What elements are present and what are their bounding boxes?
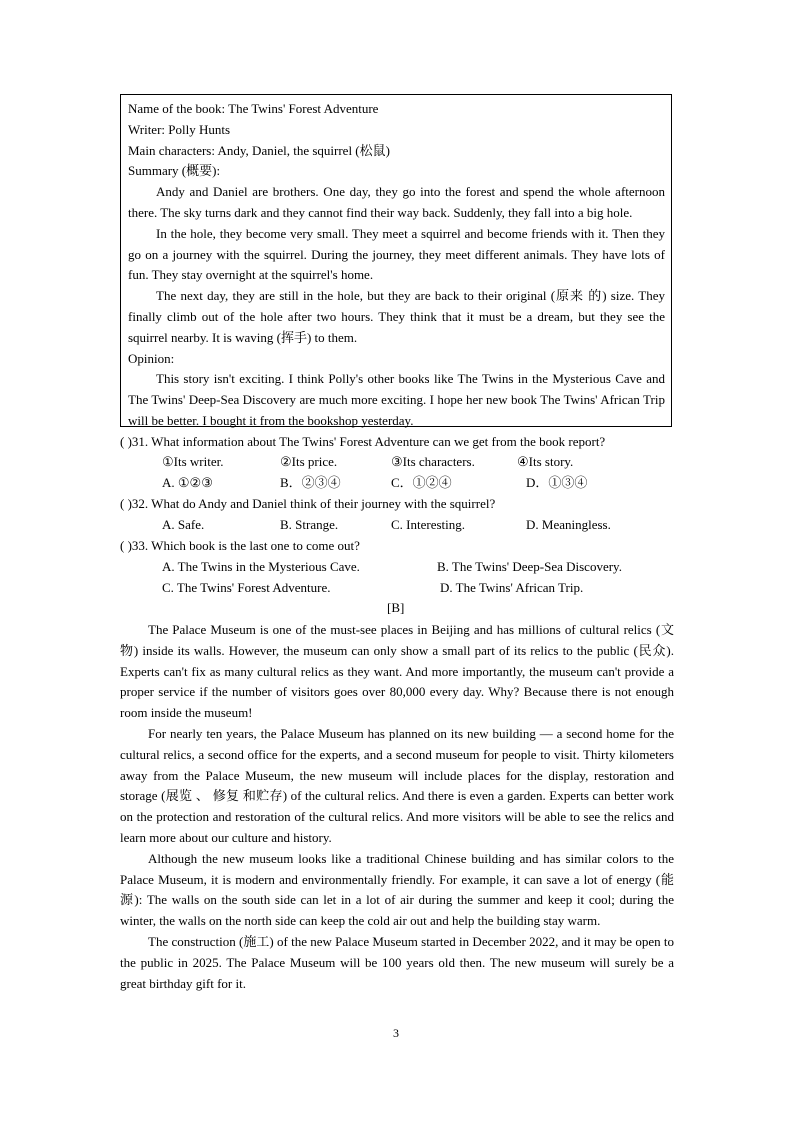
section-b-heading: [B] — [387, 600, 405, 615]
q32-option-d: D. Meaningless. — [526, 517, 611, 532]
summary-paragraph-1: Andy and Daniel are brothers. One day, they go into the forest and spend the whole afternoon there. The sky turns dark and they cannot find their way back. Suddenly, they fall into a big hole. — [128, 184, 665, 220]
characters-line: Main characters: Andy, Daniel, the squirrel (松鼠) — [128, 142, 390, 158]
q31-item-1: ①Its writer. — [162, 454, 224, 469]
question-32-stem: ( )32. What do Andy and Daniel think of their journey with the squirrel? — [120, 496, 496, 511]
q32-option-a: A. Safe. — [162, 517, 205, 532]
article-paragraph-4: The construction (施工) of the new Palace Museum started in December 2022, and it may be open to the public in 2025. The Palace Museum will be 100 years old then. The new museum will surely be a great birthday gift for it. — [120, 933, 674, 991]
q32-option-b: B. Strange. — [280, 517, 339, 532]
book-report-box — [120, 94, 672, 427]
article-paragraph-3: Although the new museum looks like a traditional Chinese building and has similar colors to the Palace Museum, it is modern and environmentally friendly. For example, it can save a lot of energy (能源): The walls on the south side can let in a lot of air during the summer and keep it cool; during the winter, the walls on the north side can keep the cold air out and help the building stay warm. — [120, 850, 674, 929]
page-number: 3 — [393, 1026, 399, 1040]
summary-label: Summary (概要): — [128, 163, 221, 179]
q32-option-c: C. Interesting. — [391, 517, 466, 532]
q31-item-2: ②Its price. — [280, 454, 338, 469]
q31-option-d: D．①③④ — [526, 475, 588, 490]
palace-museum-article — [120, 620, 674, 994]
article-paragraph-1: The Palace Museum is one of the must-see places in Beijing and has millions of cultural relics (文物) inside its walls. However, the museum can only show a small part of its relics to the public (民众). Experts can't fix as many cultural relics as they want. And more importantly, the museum can't provide a proper service if the number of visitors goes over 80,000 every day. Why? Because there is not enough room inside the museum! — [120, 622, 674, 721]
q31-option-a: A. ①②③ — [162, 475, 213, 490]
opinion-paragraph: This story isn't exciting. I think Polly's other books like The Twins in the Mysterious Cave and The Twins' Deep-Sea Discovery are much more exciting. I hope her new book The Twins' African Trip will be better. I bought it from the bookshop yesterday. — [128, 371, 665, 428]
q33-option-a: A. The Twins in the Mysterious Cave. — [162, 559, 360, 574]
q33-option-c: C. The Twins' Forest Adventure. — [162, 580, 331, 595]
summary-paragraph-2: In the hole, they become very small. They meet a squirrel and become friends with it. Then they go on a journey with the squirrel. During the journey, they meet different animals. They have lots of fun. They stay overnight at the squirrel's home. — [128, 225, 665, 283]
q33-option-b: B. The Twins' Deep-Sea Discovery. — [437, 559, 622, 574]
opinion-label: Opinion: — [128, 350, 175, 366]
summary-paragraph-3: The next day, they are still in the hole, but they are back to their original (原来 的) size. They finally climb out of the hole after two hours. They think that it must be a dream, but they see the squirrel nearby. It is waving (挥手) to them. — [128, 288, 665, 345]
book-name-line: Name of the book: The Twins' Forest Adventure — [128, 101, 379, 116]
question-31-stem: ( )31. What information about The Twins' Forest Adventure can we get from the book report? — [120, 434, 606, 449]
question-33-stem: ( )33. Which book is the last one to come out? — [120, 538, 360, 553]
article-paragraph-2: For nearly ten years, the Palace Museum has planned on its new building — a second home for the cultural relics, a second office for the experts, and a second museum for people to visit. Thirty kilometers away from the Palace Museum, the new museum will include places for the display, restoration and storage (展览 、 修复 和贮存) of the cultural relics. And there is even a garden. Experts can better work on the protection and restoration of the cultural relics. And more visitors will be able to see the relics and learn more about our culture and history. — [120, 725, 674, 845]
q31-option-c: C．①②④ — [391, 475, 452, 490]
q33-option-d: D. The Twins' African Trip. — [440, 580, 584, 595]
q31-option-b: B．②③④ — [280, 475, 341, 490]
q31-item-4: ④Its story. — [517, 454, 574, 469]
writer-line: Writer: Polly Hunts — [128, 121, 231, 137]
q31-item-3: ③Its characters. — [391, 454, 475, 469]
